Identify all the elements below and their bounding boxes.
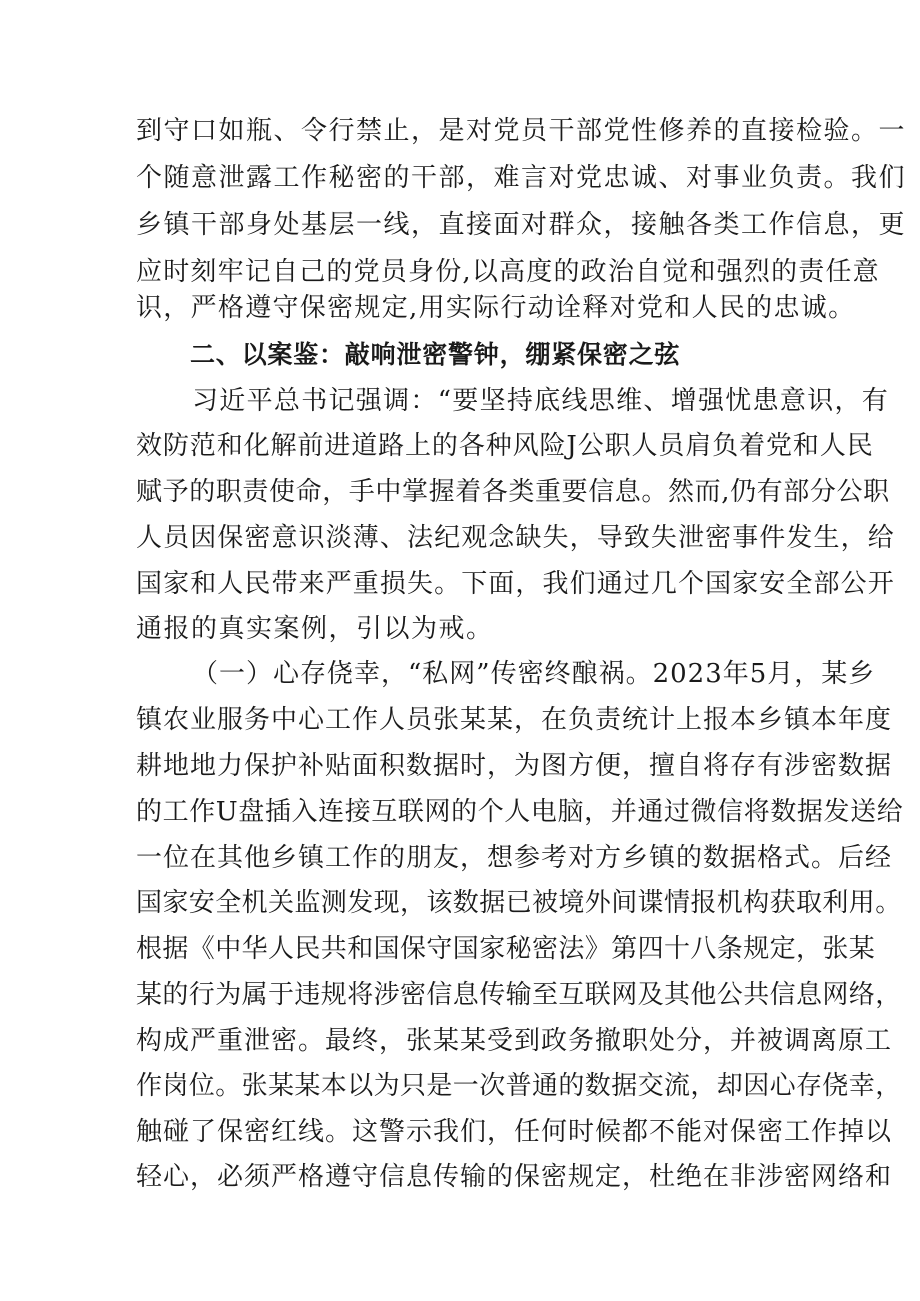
body-text-line — [0, 1018, 920, 1064]
body-text-line — [0, 155, 920, 201]
line-text: 人员因保密意识淡薄、法纪观念缺失，导致失泄密事件发生，给 — [136, 523, 895, 553]
line-text: 的工作U盘插入连接互联网的个人电脑，并通过微信将数据发送给 — [136, 797, 904, 827]
body-text-line — [0, 926, 920, 972]
line-text: 通报的真实案例，引以为戒。 — [136, 614, 494, 644]
body-text-line — [0, 606, 920, 652]
line-text: 效防范和化解前进道路上的各种风险J公职人员肩负着党和人民 — [136, 431, 874, 461]
line-text: 某的行为属于违规将涉密信息传输至互联网及其他公共信息网络， — [136, 980, 902, 1010]
line-text: （一）心存侥幸，“私网”传密终酿祸。2023年5月，某乡 — [192, 659, 876, 689]
line-text: 根据《中华人民共和国保守国家秘密法》第四十八条规定，张某 — [136, 934, 876, 964]
body-text-line — [0, 697, 920, 743]
body-text-line — [0, 378, 920, 424]
line-text: 轻心，必须严格遵守信息传输的保密规定，杜绝在非涉密网络和 — [136, 1162, 893, 1192]
body-text-line — [0, 835, 920, 881]
body-text-line — [0, 1154, 920, 1200]
line-text: 赋予的职责使命，手中掌握着各类重要信息。然而,仍有部分公职 — [136, 477, 890, 507]
body-text-line — [0, 1109, 920, 1155]
body-text-line — [0, 108, 920, 154]
line-text: 作岗位。张某某本以为只是一次普通的数据交流，却因心存侥幸， — [136, 1071, 902, 1101]
line-text: 个随意泄露工作秘密的干部，难言对党忠诚、对事业负责。我们 — [136, 163, 907, 193]
section-heading — [0, 332, 920, 378]
body-text-line — [0, 285, 920, 331]
body-text-line — [0, 743, 920, 789]
body-text-line — [0, 515, 920, 561]
line-text: 国家安全机关监测发现，该数据已被境外间谍情报机构获取利用。 — [136, 888, 902, 918]
line-text: 识，严格遵守保密规定,用实际行动诠释对党和人民的忠诚。 — [136, 293, 856, 323]
body-text-line — [0, 561, 920, 607]
line-text: 镇农业服务中心工作人员张某某，在负责统计上报本乡镇本年度 — [136, 705, 893, 735]
body-text-line — [0, 423, 920, 469]
line-text: 乡镇干部身处基层一线，直接面对群众，接触各类工作信息，更 — [136, 210, 907, 240]
line-text: 构成严重泄密。最终，张某某受到政务撤职处分，并被调离原工 — [136, 1026, 893, 1056]
body-text-line — [0, 880, 920, 926]
line-text: 到守口如瓶、令行禁止，是对党员干部党性修养的直接检验。一 — [136, 116, 907, 146]
line-text: 国家和人民带来严重损失。下面，我们通过几个国家安全部公开 — [136, 569, 895, 599]
heading-text: 二、以案鉴：敲响泄密警钟，绷紧保密之弦 — [190, 340, 681, 369]
line-text: 耕地地力保护补贴面积数据时，为图方便，擅自将存有涉密数据 — [136, 751, 893, 781]
line-text: 触碰了保密红线。这警示我们，任何时候都不能对保密工作掉以 — [136, 1117, 893, 1147]
body-text-line — [0, 1063, 920, 1109]
line-text: 应时刻牢记自己的党员身份,以高度的政治自觉和强烈的责任意 — [136, 257, 880, 287]
line-text: 习近平总书记强调：“要坚持底线思维、增强忧患意识，有 — [192, 386, 890, 416]
body-text-line — [0, 789, 920, 835]
body-text-line — [0, 972, 920, 1018]
line-text: 一位在其他乡镇工作的朋友，想参考对方乡镇的数据格式。后经 — [136, 843, 893, 873]
body-text-line — [0, 469, 920, 515]
body-text-line — [0, 651, 920, 697]
body-text-line — [0, 202, 920, 248]
